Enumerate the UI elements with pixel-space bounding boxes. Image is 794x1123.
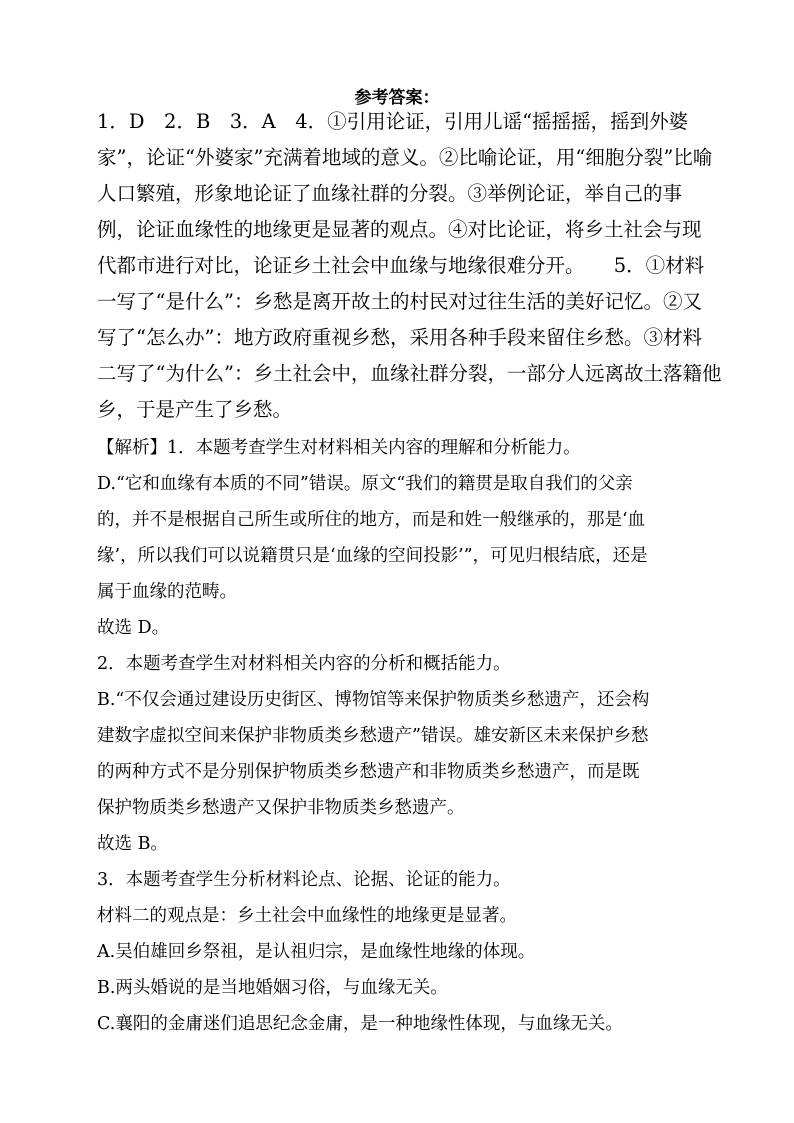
analysis-line: A.吴伯雄回乡祭祖，是认祖归宗，是血缘性地缘的体现。	[97, 942, 536, 962]
answer-line: 例，论证血缘性的地缘更是显著的观点。④对比论证，将乡土社会与现	[97, 218, 702, 241]
analysis-line: 材料二的观点是：乡土社会中血缘性的地缘更是显著。	[97, 906, 517, 926]
answer-line: 写了“怎么办”：地方政府重视乡愁，采用各种手段来留住乡愁。③材料	[97, 326, 702, 349]
analysis-line: 的两种方式不是分别保护物质类乡愁遗产和非物质类乡愁遗产，而是既	[97, 762, 640, 782]
analysis-line: 【解析】1．本题考查学生对材料相关内容的理解和分析能力。	[97, 438, 581, 458]
analysis-line: 的，并不是根据自己所生或所住的地方，而是和姓一般继承的，那是‘血	[97, 510, 646, 530]
answer-line: 一写了“是什么”：乡愁是离开故土的村民对过往生活的美好记忆。②又	[97, 290, 702, 313]
analysis-line: C.襄阳的金庸迷们追思纪念金庸，是一种地缘性体现，与血缘无关。	[97, 1014, 623, 1034]
analysis-line: D.“它和血缘有本质的不同”错误。原文“我们的籍贯是取自我们的父亲	[97, 474, 633, 494]
answer-line: 1．D 2．B 3．A 4．①引用论证，引用儿谣“摇摇摇，摇到外婆	[97, 110, 689, 133]
answer-line: 代都市进行对比，论证乡土社会中血缘与地缘很难分开。 5．①材料	[97, 254, 705, 277]
answer-line: 乡，于是产生了乡愁。	[97, 398, 293, 421]
analysis-line: 故选 B。	[97, 834, 168, 854]
analysis-line: B.“不仅会通过建设历史街区、博物馆等来保护物质类乡愁遗产，还会构	[97, 690, 650, 710]
analysis-line: 2．本题考查学生对材料相关内容的分析和概括能力。	[97, 654, 511, 674]
page-title: 参考答案：	[354, 88, 440, 108]
analysis-line: 缘’，所以我们可以说籍贯只是‘血缘的空间投影’”，可见归根结底，还是	[97, 546, 648, 566]
analysis-line: 3．本题考查学生分析材料论点、论据、论证的能力。	[97, 870, 511, 890]
analysis-line: 属于血缘的范畴。	[97, 582, 237, 602]
analysis-line: 建数字虚拟空间来保护非物质类乡愁遗产”错误。雄安新区未来保护乡愁	[97, 726, 649, 746]
answer-line: 家”，论证“外婆家”充满着地域的意义。②比喻论证，用“细胞分裂”比喻	[97, 146, 713, 169]
analysis-line: B.两头婚说的是当地婚姻习俗，与血缘无关。	[97, 978, 448, 998]
analysis-line: 保护物质类乡愁遗产又保护非物质类乡愁遗产。	[97, 798, 465, 818]
answer-line: 人口繁殖，形象地论证了血缘社群的分裂。③举例论证，举自己的事	[97, 182, 683, 205]
answer-line: 二写了“为什么”：乡土社会中，血缘社群分裂，一部分人远离故土落籍他	[97, 362, 722, 385]
analysis-line: 故选 D。	[97, 618, 170, 638]
